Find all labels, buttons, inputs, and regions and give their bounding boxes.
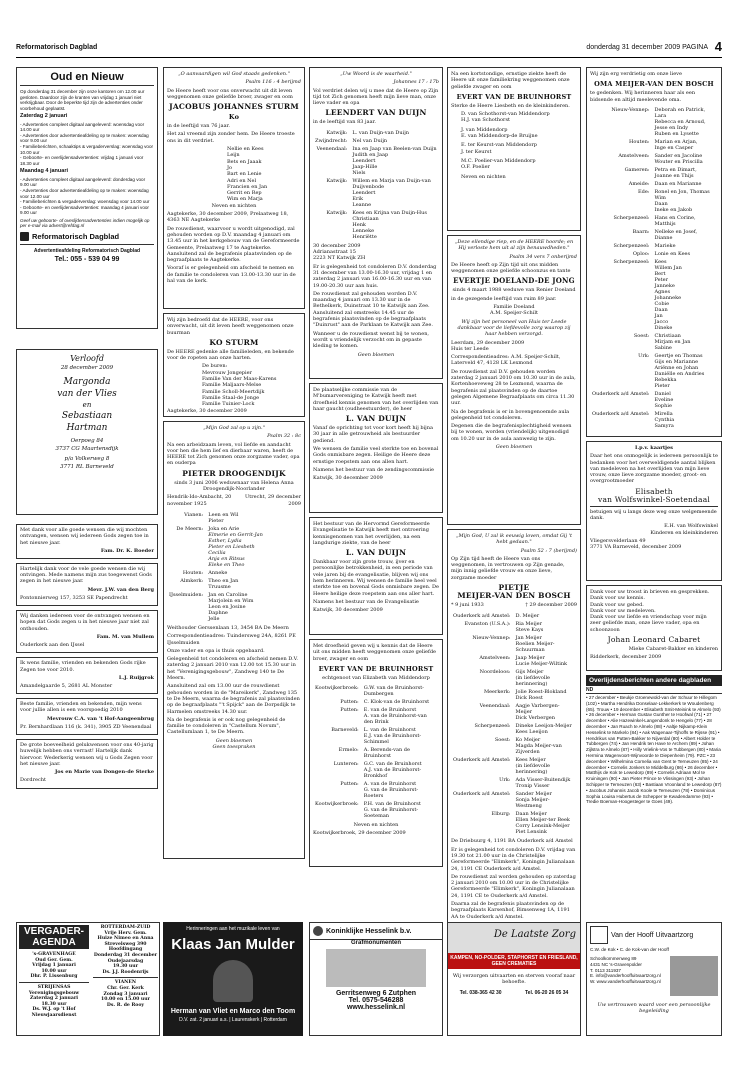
ad-subtitle: KAMPEN, NO-POLDER, STAPHORST EN FRIESLAND,	[450, 955, 578, 961]
deceased-name: Elisabeth	[635, 486, 673, 496]
verse-ref: Johannes 17 : 17b	[393, 79, 439, 86]
klaas-jan-mulder-ad	[163, 922, 303, 1036]
ad-headline: Koninklijke Hesselink b.v.	[326, 927, 412, 935]
obit-address: Weithouder Gerssenlaan 13, 3454 BA De Meern	[167, 624, 289, 631]
obituary-sturm	[163, 67, 305, 309]
family-list	[167, 363, 301, 407]
obit-text: Wij zijn het personeel van Huis ter Leede dankbaar voor de liefdevolle zorg waarop zij haar hebben verzorgd.	[457, 318, 571, 338]
obit-text: Met droefheid geven wij u kennis dat de Heere uit ons midden heeft weggenomen onze geliefde broer, zwager en oom	[313, 643, 436, 662]
hesselink-ad	[309, 922, 443, 1036]
obituary-van-duijn	[309, 67, 443, 379]
verloofd-addr: 3771 RL Barneveld	[60, 464, 114, 470]
obit-text: De Heere heeft op Zijn tijd uit ons midden weggenomen onze geliefde schoonzus en tante	[451, 261, 571, 275]
vergader-agenda-ad	[16, 922, 160, 1036]
ad-tel: Tel. 038-365 42 30	[459, 989, 502, 996]
verse: „Mijn God zal op u zijn."	[203, 425, 265, 431]
obituary-bruinhorst-family	[447, 67, 581, 231]
family-table: Kootwijkerbroek: G.W. van de Bruinhorst-Dumbergen Putten: C. Klok-van de Bruinhorst Putten: E. van de Bruinhorst A. van de Bruinhorst-van den Brink Barneveld: L. van de Bruinhorst E.J. van de Bruinhorst-Schimmel Ermelo: A. Berends-van de Bruinhorst Lunteren: G.C. van de Bruinhorst A.J. van de Bruinhorst-Bronkhof Putten: A. van de Bruinhorst G. van de Bruinhorst-Roeters Kootwijkerbroek: P.H. van de Bruinhorst G. van de Bruinhorst-Soeteman	[315, 685, 430, 820]
list-item: - Geboorte- en overlijdensadvertenties: vrijdag 1 januari voor 18.30 uur	[20, 155, 144, 166]
verloofd-name1b: van der Vlies	[57, 389, 117, 399]
thanks-ad	[16, 698, 158, 735]
notice-intro: Op donderdag 31 december zijn onze kantoren om 12.00 uur gesloten. Daardoor zijn de kranten van vrijdag 1 januari niet verkrijgbaar. Door de beperkte tijd zijn de advertenties onder voorbehoud geplaatst.	[20, 89, 145, 111]
obit-text: Er is gelegenheid tot condoleren D.V. vrijdag van 19.30 tot 21.00 uur in de Christelijke Gereformeerde "Elimkerk", Koningin Julianalaan 24, 1191 CE Ouderkerk a/d Amstel.	[451, 846, 576, 872]
list-item: Mevrouw Jongepier	[202, 369, 252, 376]
thanks-ad	[16, 657, 158, 694]
obit-text: De rouwdienst zal D.V. gehouden worden zaterdag 2 januari 2010 om 10.30 uur in de aula, Kortenhoeveweg 28 te Lexmond, waarna de begrafenis zal plaatsvinden op de daartoe gelegen Algemene Begraafplaats om circa 11.30 uur.	[451, 368, 576, 407]
ad-text: Herman van Vliet en Marco den Toom	[170, 1008, 296, 1015]
section-title: I.p.v. kaartjes	[635, 445, 673, 451]
thanks-address: Amandelgaarde 5, 2681 AL Monster	[20, 682, 113, 689]
family-table: Vianen: Leen en Wil Pieter De Meern: Joka en Arie Elmerie en Gerrit-Jan Esther, Lydia Pieter en Liesbeth Cecilia Anja en Ritsus Eleke en Theo Houten: Anneke Almkerk: Theo en Jan Truusme IJsselmuiden: Jan en Caroline Marjolein en Wim Leon en Josine Daphne Jelle	[169, 511, 263, 622]
paper-name: Reformatorisch Dagblad	[16, 44, 98, 51]
obit-text: Vol verdriet delen wij u mee dat de Heere op Zijn tijd tot Zich genomen heeft mijn lieve man, onze lieve vader en opa	[313, 87, 439, 107]
column-2	[163, 67, 305, 867]
thanks-text: Beste familie, vrienden en bekenden, mijn wens voor jullie allen is een voorspoedig 2010	[20, 701, 142, 714]
ad-subtitle: Grafmonumenten	[350, 940, 401, 946]
list-item: Bart en Lenie	[227, 171, 262, 178]
obit-text: Na een kortstondige, ernstige ziekte heeft de Heere uit onze familiekring weggenomen onze geliefde zwager en oom	[451, 71, 570, 90]
deceased-name: EVERT VAN DE BRUINHORST	[456, 92, 572, 101]
obit-text: Gelegenheid tot condoleren en afscheid nemen D.V. zaterdag 2 januari 2010 van 12.00 tot 15.30 uur in het "Verenigingsgebouw", Zandweg 140 te De Meern.	[167, 656, 299, 682]
saturday-head: Zaterdag 2 januari	[20, 113, 68, 120]
thanks-ad	[16, 739, 158, 788]
deceased-name: Johan Leonard Cabaret	[607, 635, 701, 645]
list-item: Familie Staal-de Jonge	[202, 394, 260, 401]
thanks-signature: Jos en Marie van Dongen-de Sterke	[54, 769, 154, 776]
verloofd-date: 28 december 2009	[60, 365, 114, 371]
obituary-doeland: „Deze ellendige riep, en de HEERE hoorde; en Hij verloste hem uit al zijn benauwdheden." Psalm 34 vers 7 onberijmd De Heere heeft op Zijn tijd uit ons midden weggenomen onze geliefde schoonzus en tante EVERTJE DOELAND-DE JONG sinds 4 maart 1988 weduwe van Renier Doeland in de gezegende leeftijd van ruim 89 jaar. Familie Doeland A.M. Speijer-Schilt Wij zijn het personeel van Huis ter Leede dankbaar voor de liefdevolle zorg waarop zij haar hebben verzorgd. Leerdam, 29 december 2009 Huis ter Leede Correspondentieadres: A.M. Speijer-Schilt, Laterveld 47, 4128 LK Lexmond De rouwdienst zal D.V. gehouden worden zaterdag 2 januari 2010 om 10.30 uur in de aula, Kortenhoeveweg 28 te Lexmond, waarna de begrafenis zal plaatsvinden op de daartoe gelegen Algemene Begraafplaats om circa 11.30 uur. Na de begrafenis is er in bovengenoemde aula gelegenheid tot condoleren. Degenen die de begrafenisplechtigheid wensen bij te wonen, worden (vriendelijk) uitgenodigd om 10.20 uur in de aula aanwezig te zijn. Geen bloemen	[447, 235, 581, 525]
obit-text: Wij zijn bedroefd dat de HEERE, voor ons onverwacht, uit dit leven heeft weggenomen onze buurman	[167, 317, 294, 336]
obit-text: sinds 3 juni 2006 weduwnaar van Helena Anna Droogendijk-Noorlander	[174, 479, 294, 493]
deceased-name: EVERTJE DOELAND-DE JONG	[453, 276, 575, 286]
crown-icon	[313, 926, 323, 936]
obit-text: Dankbaar voor zijn grote trouw, ijver en persoonlijke betrokkenheid, in een periode van vele jaren bij de evangelisatie, blijven wij ons hem herinneren. Wij wensen de familie heel veel sterkte toe en bovenal Gods onmisbare zegen. De Heere heilige deze roepstem aan ons aller hart.	[313, 559, 439, 597]
obit-text: betuigen wij u langs deze weg onze welgemeende dank.	[590, 508, 717, 522]
deceased-surname: MEIJER-VAN DEN BOSCH	[457, 591, 571, 601]
van-der-hooff-ad	[586, 922, 722, 1036]
verse-ref: Psalm 34 vers 7 onberijmd	[509, 253, 577, 260]
deceased-surname: van Wolfswinkel-Soetendaal	[590, 496, 718, 507]
list-item: Familie Tuinier-Lock	[202, 401, 255, 408]
family-table: Nieuw-Vennep: Deborah en Patrick, Lara Rebecca en Arnoud, Jesse en Indy Ruben en Lysette Houten: Marian en Arjan, Inge en Casper Amstelveen: Sander en Jacoline Wouter en Priscilla Gameren: Petra en Dimart, Joanne en Thijs Ameide: Daan en Marianne Ede: Ronel en Jon, Thomas Wim Daan Ineke en Jakob Scherpenzeel: Hans en Corine, Matthijs Baarn: Nelleke en Josef, Dianne Scherpenzeel: Marieke Oploo: Lonie en Kees Scherpenzeel: Kees Willem Jan Bert Peter Janneke Agnes Johanneke Cobie Daan Jan Jacco Dineke Soest: Christiaan Mirjam en Jan Sabine Urk: Geertje en Thomas Gijs en Marianne Ariënne en Johan Daniëlle en Andries Rebekka Pieter Ouderkerk a/d Amstel: Daniel Eveline Sophie Ouderkerk a/d Amstel: Mirella Cynthia Samyra	[592, 106, 710, 429]
ad-headline: De Laatste Zorg	[493, 929, 576, 940]
life-dates: Hendrik-Ido-Ambacht, 20 november 1925 Utrecht, 29 december 2009	[167, 494, 301, 507]
monday-list	[20, 177, 154, 216]
obit-text: in de leeftijd van 83 jaar.	[313, 119, 376, 126]
agenda-entry: ROTTERDAM-ZUID Vrije Herv. Gem. Huize Nimeo en Anna Strevelsweg 390 Hoofdingang Donderdag 31 december Oudejaarsdag 19.30 uur Ds. J.J. Roodenrijs	[93, 925, 158, 975]
ad-subtitle: C.W. de Kok • C. de Kok-van der Hooff	[590, 947, 669, 952]
obit-text: Vanaf de oprichting tot voor kort heeft hij bijna 30 jaar in alle getrouwheid als bestuurder gediend.	[313, 425, 433, 444]
list-item: Adri en Nel	[227, 177, 257, 184]
ad-address: Schoolkommenweg 89 4431 NC 's-Gravenpolder T. 0113 311937 E. info@vanderhooffuitvaartzorg.nl W. www.vanderhooffuitvaartzorg.nl	[590, 956, 661, 985]
obit-text: De HEERE gedenke alle familieleden, en bekende voor de ropeten aan onze harten.	[167, 348, 294, 362]
list-item: Nellie en Kees	[227, 146, 264, 153]
thanks-signature: Fam. Dr. K. Boeder	[100, 547, 154, 554]
thanks-signature: Mevr. J.W. van den Berg	[87, 586, 154, 593]
ad-text: Herinneringen aan het muzikale leven van	[186, 926, 280, 932]
thanks-address: Vliegersvelderlaan 49 3771 VA Barneveld, december 2009	[590, 537, 682, 551]
ad-headline: Klaas Jan Mulder	[171, 936, 295, 953]
column-3	[309, 67, 443, 867]
thanks-wolfswinkel	[586, 441, 722, 581]
ad-subtitle: GEEN CREMATIES	[491, 961, 537, 967]
list-item: Familie Van der Maas-Karens	[202, 376, 277, 383]
obit-text: De Heere heeft voor ons onverwacht uit dit leven weggenomen onze geliefde broer, zwager en oom	[167, 87, 293, 100]
thanks-ad	[16, 610, 158, 653]
obit-text: Sterke de Heere Liesbeth en de kleinkinderen.	[451, 102, 570, 109]
thanks-signature: L.J. Ruijgrok	[118, 674, 154, 681]
family-table: Ouderkerk a/d Amstel: D. Meijer Evanston (U.S.A.): Ria Meijer Steve Kays Nieuw-Vennep: Jan Meijer Roelien Meijer-Schuurman Amstelveen: Jaap Meijer Lucie Meijer-Wiltink Noordeloos: Gijs Meijer (in liefdevolle herinnering) Meerkerk: Jolie Roest-Blokland Dick Roest Veenendaal: Aagje Varbergen-Meijer Dick Verbergen Scherpenzeel: Dineke Leeijon-Meijer Kees Leeijon Soest: Ko Meijer Magda Meijer-van Zijverden Ouderkerk a/d Amstel: Kees Meijer (in liefdevolle herinnering) Urk: Ada Visser-Buitendijk Tronip Visser Ouderkerk a/d Amstel: Sander Meijer Sonja Meijer-Westmeng Elburg: Daan Meijer Ellen Meijer-ter Beek Corry Lensink-Meijer Piet Lensink	[453, 613, 572, 836]
obit-text: Er is gelegenheid tot condoleren D.V. donderdag 31 december van 13.00-16.30 uur, vrijdag 1 en zaterdag 2 januari van 16.00-16.30 uur en van 19.00-20.30 uur aan huis.	[313, 263, 437, 289]
obit-text: Namens het bestuur van de zendingscommissie	[313, 466, 434, 473]
list-item: - Geboorte- en overlijdensadvertenties: maandag 4 januari voor 9.00 uur	[20, 204, 149, 216]
obit-place: Kootwijkerbroek, 29 december 2009	[313, 830, 406, 837]
obit-text: in de gezegende leeftijd van ruim 89 jaar.	[451, 295, 557, 302]
obit-correspondence: Correspondentieadres: Tuindersweg 24A, 8261 PE IJsselmuiden	[167, 633, 296, 646]
thanks-ad	[16, 524, 158, 559]
obit-text: sinds 4 maart 1988 weduwe van Renier Doeland	[452, 287, 576, 294]
section-text: • 27 december • Beukje Groenewold-van der Schuur te Hillegom (102) • Martha Hendrika Donselaar-Lekkerkerk te Woudenberg (65). Trouw • 19 december • Elisabeth Smit-Meinink te Almelo (93) • 26 december • Herman Gustav Gunther te Hoofwal (71) • 27 december • Alie Hazewinkel-Langendonk te Hengelo (77) • 28 december • Jan Ruach te Almelo (88) • Aaltje Nijkamp-Klein Hesselink te Markelo (84) • Aak Wagenaar-Tijhoffs te Rijsse (91) • Hendrikus van Putten-Bakker te Nijverdal (80) • Albert Holder te Tubbergen (74) • Jan Hendrik ten Have te Archem (89) • Johan Zijlstra te Almelo (87) • Hilly Vrielink-Vos te Tubbergen (80) • Maria Hermina Wagenvoort-Wijnvoorde te Diepenheim (79). PZC • 23 december • Wilhelmina Cornelia van Gent te Terneuzen (85) • 24 december • Cornelis Jonkers te Middelburg (86) • 26 december • Matthijs de Kok te Lewedorp (89) • Cornelis Adriaan Mol te Kruiningen (90) • Jan Pieter Prince te Vlissingen (93) • Johan Schipper te Terneuzen (63) • Bastiaan Vroonland te Lewedorp (87) • Jacobus Johannis Jacob Koole te Terneuzen (78) • Dominicus Sophia Louisa Hubertus de Schepper te Kwadendamme (93) • Tredie Boeman-Hoogesteger te Goes (49).	[586, 695, 722, 805]
verse-ref: Psalm 116 : 4 berijmd	[245, 79, 301, 86]
obit-text: Dank voor uw troost in brieven en gesprekken. Dank voor uw kennis. Dank voor uw gebed. Dank voor uw medeleven. Dank voor uw liefde en vriendschap voor mijn zeer geliefde man, onze lieve vader, opa en schoonzoon	[590, 589, 710, 633]
obit-text: Namens het bestuur van de Evangelisatie	[313, 598, 419, 605]
obit-text: Na een arbeidzaam leven, vol liefde en aandacht voor hen die hem lief en dierbaar waren, heeft de HEERE tot Zich genomen onze zorgzame vader, opa en ouderpa	[167, 441, 300, 467]
obit-text: Wanneer u de rouwdienst wenst bij te wonen, wordt u vriendelijk verzocht om in gepaste kleding te komen.	[313, 330, 430, 350]
deceased-name: OMA MEIJER-VAN DEN BOSCH	[594, 80, 714, 89]
obit-text: Op Zijn tijd heeft de Heere van ons weggenomen, in vertrouwen op Zijn genade, mijn innig geliefde vrouw en onze lieve, zorgzame moeder	[451, 555, 565, 581]
list-item: Francien en Jan	[227, 183, 268, 190]
obit-text: Onze vader en opa is thuis opgebaard.	[167, 647, 265, 654]
thanks-text: Hartelijk dank voor de vele goede wensen die wij ontvingen. Mede namens mijn zus toegewenst Gods zegen in het nieuwe jaar.	[20, 565, 152, 585]
rd-logo: Reformatorisch Dagblad	[20, 232, 154, 241]
dept-tel: Tel.: 055 - 539 04 99	[54, 256, 120, 264]
list-item: - Advertenties door advertentieafdeling op te maken: woensdag voor 9.00 uur	[20, 132, 149, 144]
thanks-column	[16, 524, 158, 864]
obit-address: De Driebuurg 4, 1191 BA Ouderkerk a/d Amstel	[451, 838, 573, 845]
header-date: donderdag 31 december 2009 PAGINA	[586, 44, 708, 51]
verloofd-name2: Sebastiaan	[61, 411, 113, 421]
notice-footer: Geef uw geboorte- of overlijdensadvertenties indien mogelijk op per e-mail via advert@refdag.nl	[20, 217, 150, 229]
verloofd-title: Verloofd	[70, 354, 104, 363]
obit-text: Het bestuur van de Hervormd Gereformeerde Evangelisatie te Katwijk heeft met ontroering kennisgenomen van het overlijden, na een langdurige ziekte, van de heer	[313, 521, 430, 546]
obit-text: Daar het ons onmogelijk is iedereen persoonlijk te bedanken voor het overweldigende aantal blijken van medeleven na het overlijden van mijn lieve vrouw, onze lieve zorgzame moeder, groot- en overgrootmoeder	[590, 453, 718, 485]
deceased-name: PIETER DROOGENDIJK	[182, 468, 286, 478]
verse-ref: Psalm 52 : 7 (berijmd)	[520, 547, 577, 554]
family-table: Katwijk: L. van Duijn-van Duijn Zwijndrecht: Nel van Duijn Veenendaal: Ina en Jaap van Beelen-van Duijn Judith en Jaap Leendert Jaap-Hille Niels Katwijk: Willem en Marja van Duijn-van Duijvenbode Leendert Erik Leanne Katwijk: Kees en Krijna van Duijn-Hus Christiaan Henk Lenneke Henriëtte	[315, 129, 437, 240]
deceased-name: JACOBUS JOHANNES STURM	[169, 102, 299, 112]
list-item: - Advertenties compleet digitaal aangeleverd: donderdag voor 9.00 uur	[20, 176, 146, 188]
verse: „Deze ellendige riep, en de HEERE hoorde; en Hij verloste hem uit al zijn benauwdheden."	[454, 239, 574, 252]
obit-text: Geen bloemen	[357, 351, 395, 358]
obit-place: Katwijk, 30 december 2009	[313, 475, 383, 482]
obituary-meijer	[447, 529, 581, 923]
list-item: Familie Scholl-Meertdijk	[202, 388, 265, 395]
verloofd-ad	[16, 349, 158, 515]
obit-text: Na de begrafenis is er ook nog gelegenheid de familie te condoleren in "Castellum Novum", Castellumlaan 1, te De Meern.	[167, 716, 286, 736]
building-image	[670, 956, 718, 996]
deceased-name: KO STURM	[209, 337, 259, 347]
verse: „O aanvaardigen wil God staads gedenken."	[178, 71, 290, 77]
thanks-signature: Fam. M. van Mullem	[96, 633, 154, 640]
thanks-signature: E.H. van Wolfswinkel Kinderen en kleinkinderen	[650, 523, 718, 536]
ad-headline: Van der Hooff Uitvaartzorg	[611, 931, 694, 939]
ad-address: Gerritsenweg 6 Zutphen	[335, 990, 417, 997]
obit-text: Degenen die de begrafenisplechtigheid wensen bij te wonen, worden (vriendelijk) uitgenodigd om 10.20 uur in de aula aanwezig te zijn.	[451, 423, 572, 442]
verloofd-name2b: Hartman	[66, 423, 108, 433]
list-item: Wim en Marja	[227, 196, 263, 203]
family-list: D. van Schothorst-van Middendorp H.J. van Schothorst J. van Middendorp E. van Middendorp-de Bruijne E. ter Keurst-van Middendorp J. ter Keurst M.C. Poelier-van Middendorp O.F. Poelier Neven en nichten	[461, 111, 550, 180]
other-papers-obituaries	[586, 675, 722, 871]
list-item: Familie Maljaars-Melse	[202, 382, 262, 389]
ad-tel: Tel. 06-20 26 05 34	[525, 989, 569, 996]
obit-place: Leerdam, 29 december 2009 Huis ter Leede	[451, 339, 525, 352]
thanks-address: Dordrecht	[20, 777, 46, 784]
verloofd-addr: p/a Volkerweg 8	[64, 456, 110, 462]
deceased-name: L. VAN DUIJN	[345, 414, 407, 424]
list-item: - Familieberichten, schaaktips & vergaderverslag: woensdag voor 10.00 uur	[20, 144, 154, 155]
obituary-ko-sturm	[163, 313, 305, 417]
obit-text: te gedenken. Wij herinneren haar als een bidsende en altijd meelevende oma.	[590, 90, 696, 103]
obit-text: We wensen de familie veel sterkte toe en bovenal Gods onmisbare zegen. Heilige de Heere deze ernstige roepstem aan ons allen hart.	[313, 446, 439, 465]
obituary-van-duijn-zending	[309, 383, 443, 513]
obit-correspondence: Correspondentieadres: A.M. Speijer-Schilt, Laterveld 47, 4128 LK Lexmond	[451, 354, 561, 367]
list-item: Leijn	[227, 152, 240, 159]
deceased-name: EVERT VAN DE BRUINHORST	[318, 664, 434, 673]
saturday-list	[20, 122, 154, 167]
deceased-name: PIETJE	[498, 583, 530, 593]
ad-text: Wij verzorgen uitvaarten en sterven vooraf naar behoefte.	[452, 973, 576, 986]
obit-text: De rouwdienst, waarvoor u wordt uitgenodigd, zal gehouden worden op D.V. maandag 4 januari om 13.45 uur in het kerkgebouw van de Gereformeerde Gemeente, Prelaatweg 17 te Aagtekerke. Aansluitend zal de begrafenis plaatsvinden op de begraafplaats te Aagtekerke.	[167, 225, 300, 264]
obit-text: Na de begrafenis is er in bovengenoemde aula gelegenheid tot condoleren.	[451, 408, 570, 421]
verse: „Mijn God, U zal ik eeuwig loven, omdat Gij 't hebt gedaan."	[455, 533, 573, 546]
agenda-entry: 's-GRAVENHAGE Oud Ger. Gem. Vrijdag 1 januari 10.00 uur Dhr. P. Lissenburg	[30, 952, 78, 980]
list-item: De buren:	[202, 363, 228, 370]
thanks-address: Ouderkerk aan den IJssel	[20, 641, 85, 648]
verloofd-en: en	[82, 401, 92, 409]
verse: „Uw Woord is de waarheid."	[340, 71, 412, 77]
agenda-title: VERGADER- AGENDA	[19, 925, 89, 949]
thanks-place: Ridderkerk, december 2009	[590, 654, 662, 661]
obit-text: De rouwdienst zal gehouden worden D.V. maandag 4 januari om 13.30 uur in de Bethelkerk, Duinstraat 10 te Katwijk aan Zee. Aansluitend zal omstreeks 14.45 uur de begrafenis plaatsvinden op de begraafplaats "Duinrust" aan de Parklaan te Katwijk aan Zee.	[313, 290, 433, 329]
portrait-image	[213, 960, 253, 1002]
obit-text: echtgenoot van Elizabeth van Middendorp	[322, 674, 430, 681]
obituary-van-de-bruinhorst	[309, 639, 443, 867]
thanks-text: De grote boeveelheid gelukwensen voor ons 40-jarig huwelijk hebben ons verrast! Hartelijk dank hiervoor. Wederkerig wensen wij u Gods Zegen voor het nieuwe jaar.	[20, 742, 154, 767]
agenda-entry: STRIJENSAS Verenigingsgebouw Zaterdag 2 januari 18.30 uur Ds. W.J. op 't Hof Nieuwjaarsdienst	[19, 982, 89, 1019]
page-header	[16, 41, 722, 58]
list-item: Gerrit en Rep	[227, 190, 262, 197]
verse-ref: Psalm 32 : 8c	[267, 433, 301, 440]
ad-footer: Uw vertrouwen waard voor een persoonlijke begeleiding	[597, 1002, 711, 1015]
obit-text: Vooraf is er gelegenheid om afscheid te nemen en de familie te condoleren van 13.00-13.30 uur in de hal van de kerk.	[167, 265, 296, 285]
list-item: - Familieberichten & vergaderverslag: woensdag voor 14.00 uur	[20, 199, 150, 205]
obit-text: Wij zijn erg verdrietig om onze lieve	[590, 71, 682, 77]
verloofd-addr: 3737 CG Maartensdijk	[55, 446, 119, 452]
monument-image	[326, 949, 426, 987]
notice-title: Oud en Nieuw	[20, 71, 154, 86]
obit-place: Aagtekerke, 30 december 2009	[167, 407, 247, 414]
thanks-text: Met dank voor alle goede wensen die wij mochten ontvangen, wensen wij iedereen Gods zegen toe in het nieuwe jaar.	[20, 527, 149, 546]
life-dates: * 9 juni 1933 † 29 december 2009	[451, 602, 577, 609]
obituary-van-duijn-evangelisatie	[309, 517, 443, 635]
page-number: 4	[714, 39, 722, 54]
thanks-text: Wij danken iedereen voor de ontvangen wensen en hopen dat Gods zegen u in het nieuwe jaar niet zal onthouden.	[20, 613, 150, 632]
deceased-nickname: Ko	[228, 113, 240, 122]
obit-text: Neven en nichten	[211, 202, 257, 209]
obit-text: Neven en nichten	[353, 822, 399, 829]
oud-en-nieuw-notice	[16, 67, 158, 329]
ad-tel: Tel. 0575-546288	[348, 997, 404, 1004]
obit-text: in de leeftijd van 76 jaar.	[167, 123, 230, 130]
thanks-address: Pr. Bernhardlaan 116 (k. 341), 3905 ZD Veenendaal	[20, 723, 152, 730]
monday-head: Maandag 4 januari	[20, 168, 68, 175]
thanks-address: Pontonnierweg 157, 3253 SE Papendrecht	[20, 594, 128, 601]
obit-text: De plaatselijke commissie van de M'bumarvereniging te Katwijk heeft met droefheid kennis genomen van het overlijden van haar gaucht (oudheestuurder), de heer	[313, 387, 439, 412]
obit-text: Geen bloemen	[495, 444, 533, 451]
laatste-zorg-ad	[447, 922, 581, 1036]
obituary-droogendijk	[163, 421, 305, 859]
family-list	[167, 146, 301, 203]
ad-web: www.hesselink.nl	[346, 1004, 406, 1011]
dept-name: Advertentieafdeling Reformatorisch Dagblad	[33, 248, 141, 255]
deceased-name: LEENDERT VAN DUIJN	[325, 108, 427, 118]
obit-text: Het zal vreemd zijn zonder hem. De Heere troeste ons in dit verdriet.	[167, 131, 295, 144]
obit-text: De rouwdienst zal worden gehouden op zaterdag 2 januari 2010 om 10.00 uur in de Christelijke Gereformeerde "Elimkerk", Koningin Julianalaan 24, 1191 CE te Ouderkerk a/d Amstel.	[451, 873, 576, 899]
thanks-cabaret	[586, 585, 722, 671]
thanks-signature: Mevrouw C.A. van 't Hof-Aangeenbrug	[47, 715, 154, 722]
obit-place: 30 december 2009 Adrianastraat 15 2223 NT Katwijk ZH	[313, 242, 366, 262]
verloofd-addr: Oerpoeg 84	[70, 438, 104, 444]
verloofd-name1: Margonda	[63, 377, 111, 387]
thanks-text: Ik wens familie, vrienden en bekenden Gods rijke Zegen toe voor 2010.	[20, 660, 146, 673]
list-item: - Advertenties door advertentieafdeling op te maken: woensdag voor 12.00 uur	[20, 187, 149, 199]
column-5	[586, 67, 722, 867]
ad-text: D.V. zat. 2 januari a.s. | Laurenskerk | Rotterdam	[179, 1017, 287, 1023]
list-item: Bets en Jaaak	[227, 158, 262, 165]
obit-text: Aansluitend zal om 13.00 uur de rouwdienst gehouden worden in de "Mareikerk", Zandweg 135 te De Meern, waarna de begrafenis zal plaatsvinden op de begraafplaats "'t Spijck" aan de Dorpsdijk te Harmelen omstreeks 14.30 uur.	[167, 683, 300, 715]
obit-text: Daarna zal de begrafenis plaatsvinden op de begraafplaats Karsenhof, Bimsenweg 1A, 1191 AA te Ouderkerk a/d Amstel.	[451, 901, 570, 920]
obit-place: Katwijk, 30 december 2009	[313, 607, 383, 614]
section-subtitle: ND	[586, 687, 722, 694]
obit-text: Geen bloemen Geen toespraken	[212, 737, 256, 751]
deceased-name: L. VAN DUIJN	[345, 548, 407, 558]
obit-place: Aagtekerke, 30 december 2009, Prelaatweg 18, 4363 NE Aagtekerke	[167, 211, 289, 224]
thanks-ad	[16, 563, 158, 606]
obituary-oma-meijer	[586, 67, 722, 437]
list-item: Jo	[227, 164, 233, 171]
section-title: Overlijdensberichten andere dagbladen	[586, 675, 722, 686]
thanks-signature: Mieke Cabaret-Bakker en kinderen	[628, 646, 718, 653]
list-item: - Advertenties compleet digitaal aangeleverd: woensdag voor 14.00 uur	[20, 121, 145, 133]
agenda-entry: VIANEN Chr. Ger. Kerk Zondag 3 januari 10.00 en 15.00 uur Ds. R. de Rooy	[93, 977, 158, 1008]
logo-icon	[590, 926, 608, 944]
rd-logo-icon	[20, 232, 29, 241]
column-4	[447, 67, 581, 920]
